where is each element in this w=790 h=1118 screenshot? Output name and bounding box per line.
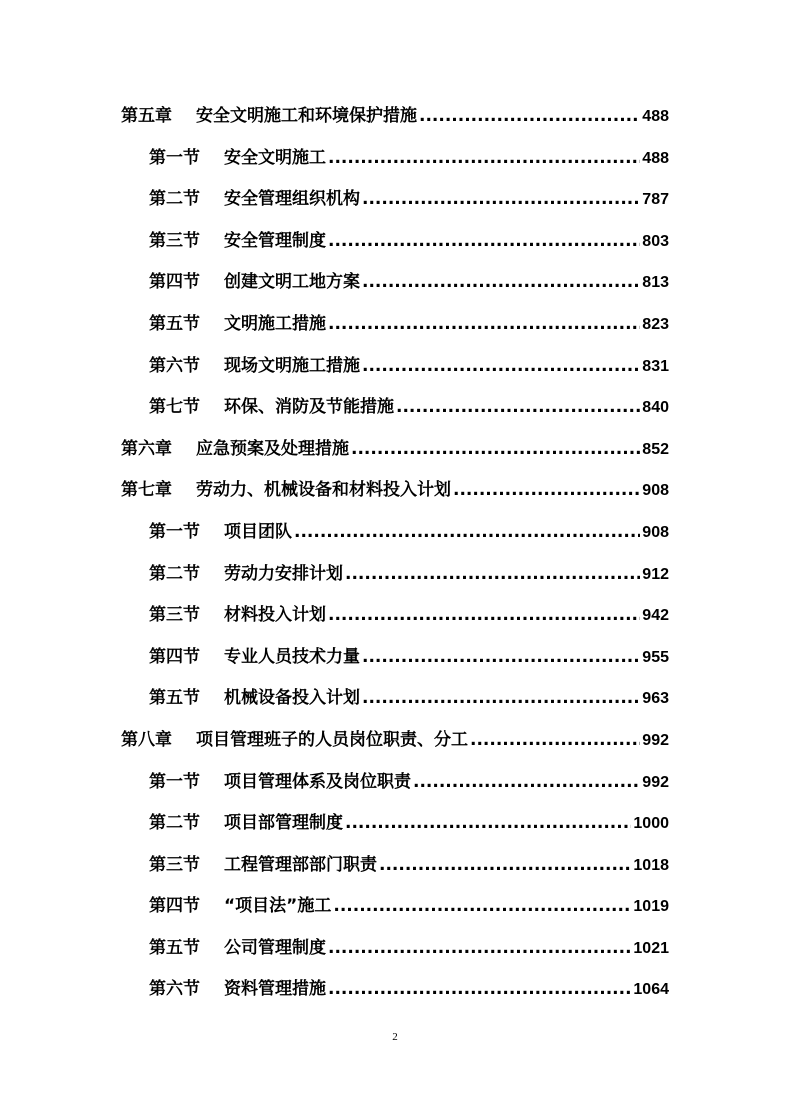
toc-entry-page: 955 xyxy=(642,648,669,666)
toc-entry-title: 工程管理部部门职责 xyxy=(224,854,377,875)
toc-entry-title: 劳动力安排计划 xyxy=(224,563,343,584)
toc-section-entry[interactable] xyxy=(0,262,790,304)
toc-entry-page: 840 xyxy=(642,399,669,417)
toc-dot-leader xyxy=(362,346,640,388)
toc-section-entry[interactable] xyxy=(0,346,790,388)
toc-entry-page: 852 xyxy=(642,440,669,458)
toc-entry-number: 第四节 xyxy=(149,646,200,667)
toc-entry-title: 文明施工措施 xyxy=(224,313,326,334)
toc-entry-page: 992 xyxy=(642,773,669,791)
toc-entry-number: 第三节 xyxy=(149,605,200,626)
toc-section-entry[interactable] xyxy=(0,803,790,845)
toc-entry-page: 787 xyxy=(642,191,669,209)
toc-entry-number: 第三节 xyxy=(149,854,200,875)
toc-entry-page: 823 xyxy=(642,315,669,333)
toc-entry-page: 1018 xyxy=(633,856,669,874)
toc-entry-title: 劳动力、机械设备和材料投入计划 xyxy=(196,480,451,501)
toc-chapter-entry[interactable] xyxy=(0,470,790,512)
toc-entry-title: 安全管理制度 xyxy=(224,230,326,251)
toc-entry-number: 第二节 xyxy=(149,813,200,834)
toc-entry-number: 第六节 xyxy=(149,355,200,376)
toc-chapter-entry[interactable] xyxy=(0,96,790,138)
toc-section-entry[interactable] xyxy=(0,595,790,637)
toc-entry-number: 第五节 xyxy=(149,313,200,334)
toc-entry-title: 创建文明工地方案 xyxy=(224,272,360,293)
toc-section-entry[interactable] xyxy=(0,928,790,970)
toc-entry-number: 第七章 xyxy=(121,480,172,501)
toc-entry-number: 第三节 xyxy=(149,230,200,251)
table-of-contents xyxy=(0,96,790,1011)
toc-section-entry[interactable] xyxy=(0,969,790,1011)
toc-entry-title: 材料投入计划 xyxy=(224,605,326,626)
toc-entry-title: 机械设备投入计划 xyxy=(224,688,360,709)
toc-section-entry[interactable] xyxy=(0,387,790,429)
toc-entry-page: 908 xyxy=(642,523,669,541)
toc-entry-title: 环保、消防及节能措施 xyxy=(224,397,394,418)
toc-entry-page: 813 xyxy=(642,274,669,292)
toc-entry-page: 488 xyxy=(642,149,669,167)
toc-dot-leader xyxy=(294,512,640,554)
toc-section-entry[interactable] xyxy=(0,138,790,180)
toc-section-entry[interactable] xyxy=(0,221,790,263)
toc-dot-leader xyxy=(351,429,640,471)
toc-entry-page: 831 xyxy=(642,357,669,375)
toc-dot-leader xyxy=(413,762,640,804)
toc-dot-leader xyxy=(345,554,640,596)
toc-section-entry[interactable] xyxy=(0,762,790,804)
toc-entry-title: 安全管理组织机构 xyxy=(224,189,360,210)
toc-entry-number: 第四节 xyxy=(149,272,200,293)
toc-entry-title: 项目团队 xyxy=(224,521,292,542)
toc-entry-title: 应急预案及处理措施 xyxy=(196,438,349,459)
toc-entry-page: 1021 xyxy=(633,939,669,957)
toc-entry-number: 第五节 xyxy=(149,937,200,958)
toc-section-entry[interactable] xyxy=(0,554,790,596)
toc-dot-leader xyxy=(362,179,640,221)
toc-entry-page: 1019 xyxy=(633,898,669,916)
toc-section-entry[interactable] xyxy=(0,678,790,720)
page-number: 2 xyxy=(392,1031,398,1043)
toc-entry-title: 项目管理体系及岗位职责 xyxy=(224,771,411,792)
toc-dot-leader xyxy=(333,886,631,928)
toc-entry-number: 第一节 xyxy=(149,521,200,542)
toc-dot-leader xyxy=(328,595,640,637)
toc-dot-leader xyxy=(470,720,640,762)
toc-entry-number: 第二节 xyxy=(149,563,200,584)
toc-entry-title: 安全文明施工和环境保护措施 xyxy=(196,106,417,126)
toc-entry-number: 第七节 xyxy=(149,397,200,418)
toc-section-entry[interactable] xyxy=(0,512,790,554)
toc-entry-title: 安全文明施工 xyxy=(224,147,326,168)
toc-dot-leader xyxy=(345,803,631,845)
toc-section-entry[interactable] xyxy=(0,637,790,679)
toc-section-entry[interactable] xyxy=(0,304,790,346)
toc-dot-leader xyxy=(379,845,631,887)
toc-dot-leader xyxy=(453,470,640,512)
toc-entry-page: 803 xyxy=(642,232,669,250)
toc-entry-page: 908 xyxy=(642,482,669,500)
toc-entry-page: 992 xyxy=(642,731,669,749)
toc-entry-page: 1064 xyxy=(633,981,669,999)
toc-dot-leader xyxy=(362,678,640,720)
toc-dot-leader xyxy=(362,262,640,304)
toc-dot-leader xyxy=(328,928,631,970)
toc-section-entry[interactable] xyxy=(0,845,790,887)
toc-entry-title: 公司管理制度 xyxy=(224,937,326,958)
toc-entry-number: 第五节 xyxy=(149,688,200,709)
toc-entry-title: 项目部管理制度 xyxy=(224,813,343,834)
toc-entry-title: 资料管理措施 xyxy=(224,979,326,1000)
toc-entry-number: 第一节 xyxy=(149,771,200,792)
toc-entry-page: 1000 xyxy=(633,815,669,833)
toc-chapter-entry[interactable] xyxy=(0,720,790,762)
toc-dot-leader xyxy=(328,221,640,263)
toc-chapter-entry[interactable] xyxy=(0,429,790,471)
toc-section-entry[interactable] xyxy=(0,886,790,928)
toc-entry-number: 第二节 xyxy=(149,189,200,210)
toc-entry-title: 现场文明施工措施 xyxy=(224,355,360,376)
toc-entry-page: 912 xyxy=(642,565,669,583)
toc-entry-number: 第六章 xyxy=(121,438,172,459)
toc-dot-leader xyxy=(362,637,640,679)
toc-entry-page: 942 xyxy=(642,607,669,625)
toc-entry-number: 第四节 xyxy=(149,896,200,917)
toc-section-entry[interactable] xyxy=(0,179,790,221)
toc-dot-leader xyxy=(396,387,640,429)
toc-entry-title: 专业人员技术力量 xyxy=(224,646,360,667)
toc-dot-leader xyxy=(419,96,640,138)
toc-entry-page: 963 xyxy=(642,690,669,708)
toc-entry-title: “项目法”施工 xyxy=(224,896,332,917)
toc-entry-number: 第六节 xyxy=(149,979,200,1000)
toc-dot-leader xyxy=(328,304,640,346)
toc-dot-leader xyxy=(328,969,631,1011)
toc-entry-title: 项目管理班子的人员岗位职责、分工 xyxy=(196,729,468,750)
toc-dot-leader xyxy=(328,138,640,180)
toc-entry-number: 第一节 xyxy=(149,147,200,168)
toc-entry-number: 第五章 xyxy=(121,106,172,126)
toc-entry-page: 488 xyxy=(642,108,669,125)
toc-entry-number: 第八章 xyxy=(121,729,172,750)
